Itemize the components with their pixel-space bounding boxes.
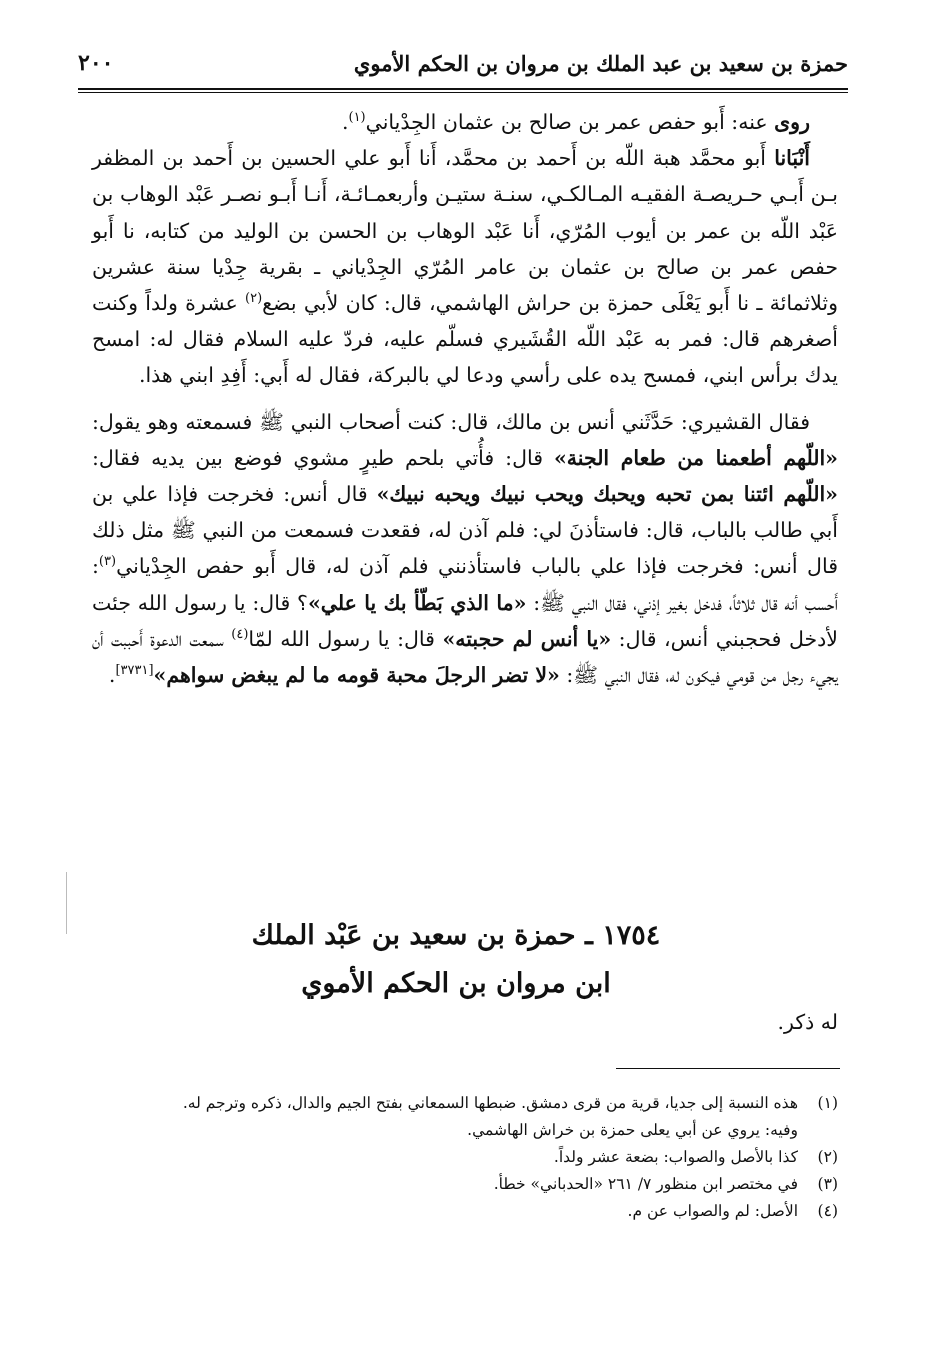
footnote-number: (٢): [817, 1148, 838, 1166]
paragraph-text: أَبو محمَّد هبة اللّه بن أَحمد بن محمَّد، أَنا أَبو علي الحسين بن أَحمد بن المظفر بـن أَبـي حـريصـة الفقيـه المـالكـي، سنـة ستيـن وأربعمـائـة، أَنـا أَبـو نصـر عَبْد الوهاب بن عَبْد اللّه بن عمر بن أيوب المُرّي، أَنا عَبْد الوهاب بن الحسن بن الوليد من كتابه، نا أَبو حفص عمر بن صالح بن عثمان بن عامر المُرّي الجِدْياني ـ بقرية جِدْيا سنة عشرين وثلاثمائة ـ نا أَبو يَعْلَى حمزة بن حراش الهاشمي، قال: كان لأبي بضع: [92, 146, 838, 316]
footnote-3: [92, 1171, 838, 1198]
footnote-number: (١): [817, 1094, 838, 1112]
footnotes: [92, 1090, 838, 1225]
entry-note: له ذكر.: [777, 1010, 838, 1034]
main-text: [92, 104, 838, 693]
footnote-ref: (٣): [98, 554, 117, 570]
footnote-text: في مختصر ابن منظور ٧/ ٢٦١ «الحدباني» خطأ.: [493, 1175, 798, 1193]
hadith-quote: «ما الذي بَطّأ بك يا علي»: [307, 590, 527, 615]
footnote-ref: (٤): [231, 627, 249, 643]
footnote-text: كذا بالأصل والصواب: بضعة عشر ولداً.: [553, 1148, 798, 1166]
footnote-ref: (١): [348, 110, 366, 126]
paragraph-text: : أَحسب أنه قال ثلاثاً، فدخل بغير إذني، فقال النبي ﷺ:: [92, 554, 839, 615]
entry-heading-line-1: ١٧٥٤ ـ حمزة بن سعيد بن عَبْد الملك: [251, 920, 661, 951]
header-rule: [78, 88, 848, 93]
lead-word: روى: [774, 110, 810, 134]
running-header: [78, 38, 848, 88]
hadith-quote: «يا أنس لم حجبته»: [442, 626, 612, 651]
footnote-2: [92, 1144, 838, 1171]
paragraph-text: قال: فأُتي بلحم طيرٍ مشوي فوضع بين يديه فقال:: [92, 445, 554, 470]
hadith-reference: [٣٧٣١]: [115, 663, 154, 679]
hadith-quote: «لا تضر الرجلَ محبة قومه ما لم يبغض سواهم»: [153, 663, 560, 688]
paragraph-3: [92, 404, 838, 694]
footnote-4: [92, 1198, 838, 1225]
footnote-number: (٣): [817, 1175, 838, 1193]
header-title: حمزة بن سعيد بن عبد الملك بن مروان بن الحكم الأموي: [353, 50, 848, 76]
margin-mark: [66, 872, 67, 934]
paragraph-tail: .: [108, 663, 116, 688]
footnote-1: [92, 1090, 838, 1117]
page-number: ٢٠٠: [78, 50, 114, 76]
paragraph-text: ؟ قال: يا رسول الله جئت لأدخل فحجبني أنس، قال:: [92, 590, 838, 651]
hadith-quote: «اللّهم ائتنا بمن تحبه ويحبك ويحب نبيك ويحبه نبيك»: [376, 482, 838, 507]
footnote-ref: (٢): [245, 291, 263, 307]
lead-word: أَنْبَانا: [774, 146, 810, 171]
footnote-text: هذه النسبة إلى جديا، قرية من قرى دمشق. ضبطها السمعاني بفتح الجيم والدال، ذكره وترجم له.: [182, 1094, 798, 1112]
entry-heading: [80, 912, 832, 1008]
paragraph-1: [92, 104, 838, 140]
footnote-separator: [616, 1068, 840, 1069]
paragraph-text: قال أنس: فخرجت فإذا علي بن أَبي طالب بالباب، قال: فاستأذنَ لي: فلم آذن له، فقعدت فسمعت من النبي ﷺ مثل ذلك قال أنس: فخرجت فإذا علي بالباب فاستأذنني فلم آذن له، قال أَبو حفص الجِدْياني: [92, 482, 838, 579]
footnote-text: الأصل: لم والصواب عن م.: [627, 1202, 798, 1220]
paragraph-text: قال: يا رسول الله لمّا: [248, 626, 443, 651]
paragraph-text: عنه: أَبو حفص عمر بن صالح بن عثمان الجِدْياني: [365, 110, 775, 134]
hadith-quote: «اللّهم أطعمنا من طعام الجنة»: [553, 445, 838, 470]
entry-heading-line-2: ابن مروان بن الحكم الأموي: [301, 968, 611, 999]
footnote-number: (٤): [817, 1202, 838, 1220]
paragraph-tail: .: [341, 110, 349, 134]
paragraph-text: سمعت الدعوة أَحببت أن يجيء رجل من قومي فيكون له، فقال النبي ﷺ:: [92, 626, 838, 688]
footnote-1-continuation: وفيه: يروي عن أبي يعلى حمزة بن خراش الهاشمي.: [467, 1121, 798, 1139]
paragraph-tail: عشرة ولداً وكنت أصغرهم قال: فمر به عَبْد اللّه القُشَيري فسلّم عليه، فردّ عليه السلام فقال له: امسح يدك برأس ابني، فمسح يده على رأسي ودعا لي بالبركة، فقال له أَبي: أَفِدِ ابني هذا.: [92, 291, 838, 388]
paragraph-text: فقال القشيري: حَدَّثَني أنس بن مالك، قال: كنت أصحاب النبي ﷺ فسمعته وهو يقول:: [92, 409, 810, 434]
paragraph-2: [92, 140, 838, 393]
